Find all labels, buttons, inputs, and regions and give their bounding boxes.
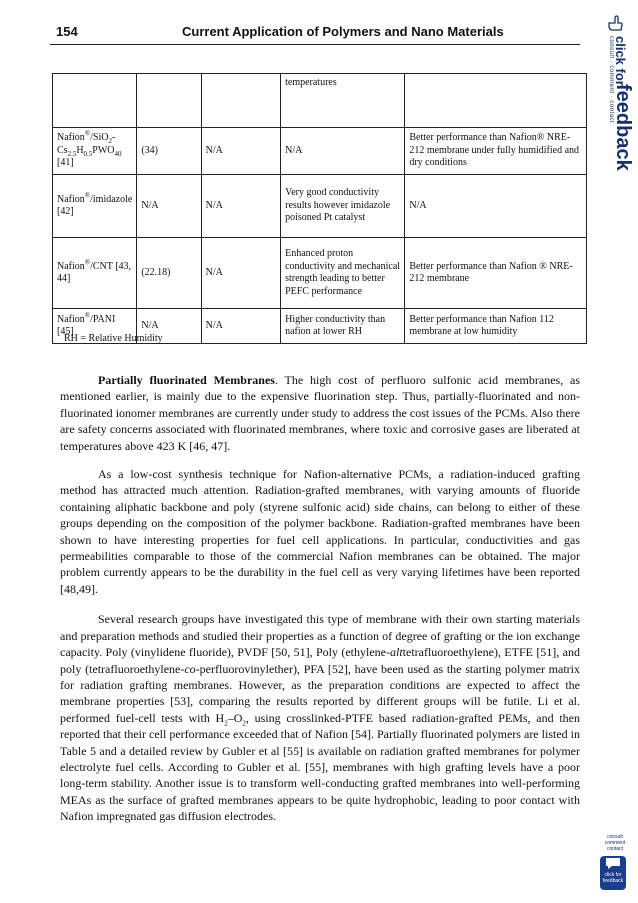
pointing-hand-icon[interactable]: [606, 14, 624, 32]
table-footnote: RH = Relative Humidity: [64, 333, 163, 344]
consult-label: consult · comment · contact: [608, 36, 614, 124]
body-text: [60, 372, 580, 839]
running-title: Current Application of Polymers and Nano Materials: [182, 24, 504, 39]
table-cell: temperatures: [281, 74, 405, 128]
table-cell: Better performance than Nafion 112 membrane at low humidity: [405, 309, 587, 344]
table-cell: N/A: [201, 238, 281, 309]
table-cell: N/A: [137, 309, 201, 344]
table-cell: [405, 74, 587, 128]
table-cell: (22.18): [137, 238, 201, 309]
table-cell: Nafion®/imidazole [42]: [53, 175, 137, 238]
table-cell: N/A: [137, 175, 201, 238]
comparison-table: [52, 73, 587, 344]
page-number: 154: [56, 24, 78, 39]
table-cell: Nafion®/CNT [43, 44]: [53, 238, 137, 309]
table-cell: N/A: [281, 128, 405, 175]
mini-feedback-caption: consult comment contact: [604, 834, 626, 852]
paragraph: Partially fluorinated Membranes. The high cost of perfluoro sulfonic acid membranes, as mentioned earlier, is mainly due to the expensive fluorination step. Thus, partially-fluorinated and non-fluorinated ionomer membranes are currently under study to address the cost issues of the PCMs. Also there are safety concerns associated with fluorinated membranes, where toxic and corrosive gases are liberated at temperatures above 423 K [46, 47].: [60, 373, 581, 453]
table-cell: [53, 74, 137, 128]
chat-bubble-icon: [604, 856, 622, 870]
table-row: [53, 74, 587, 128]
table-cell: N/A: [201, 175, 281, 238]
table-cell: Better performance than Nafion® NRE-212 membrane under fully humidified and dry conditions: [405, 128, 587, 175]
table-cell: Nafion®/PANI [45]: [53, 309, 137, 344]
feedback-badge-button[interactable]: [600, 856, 626, 890]
paragraph: As a low-cost synthesis technique for Nafion-alternative PCMs, a radiation-induced grafting method has attracted much attention. Radiation-grafted membranes, with varying amounts of fluoride containing aliphatic backbone and poly (styrene sulfonic acid) side chains, can belong to either of these groups depending on the composition of the polymer backbone. Radiation-grafted membranes have been shown to have interesting properties for fuel cell applications. In particular, conductivities and gas permeabilities comparable to those of the commercial Nafion membranes can be obtained. The major problem currently appears to be the durability in the fuel cell as very varying lifetimes have been reported [48,49].: [60, 467, 580, 596]
paragraph: Several research groups have investigated this type of membrane with their own starting materials and preparation methods and studied their properties as a function of degree of grafting or the ion exchange capacity. Poly (vinylidene fluoride), PVDF [50, 51], Poly (ethylene-alttetrafluoroethylene), ETFE [51], and poly (tetrafluoroethylene-co-perfluorovinylether), PFA [52], have been used as the starting polymer matrix for radiation grafting membranes. However, as the preparation conditions are expected to affect the membrane properties [53], comparing the results reported by different groups will be futile. Li et al. performed fuel-cell tests with $H_2-O_2$, using crosslinked-PTFE based radiation-grafted PEMs, and then reported that their cell performance exceeded that of Nafion [54]. Partially fluorinated polymers are listed in Table 5 and a detailed review by Gubler et al [55] is available on radiation grafted membranes for polymer electrolyte fuel cells. According to Gubler et al. [55], membranes with high grafting levels have a poor long-term stability. Another issue is to transform well-conducting grafted membranes into well-performing MEAs as the surface of grafted membranes appears to be quite hydrophobic, leading to poor contact with Nafion impregnated gas diffusion electrodes.: [60, 612, 580, 824]
badge-label: click for feedback: [602, 872, 624, 884]
page-header: [50, 22, 580, 45]
feedback-label: feedback: [612, 84, 634, 171]
table-cell: Very good conductivity results however imidazole poisoned Pt catalyst: [281, 175, 405, 238]
table-cell: Higher conductivity than nafion at lower RH: [281, 309, 405, 344]
click-for-label: click for: [613, 36, 628, 86]
table-cell: [201, 74, 281, 128]
table-cell: N/A: [405, 175, 587, 238]
table-cell: $Nafion®/SiO_2-Cs_{2.5}H_{0.5}PWO_{40}$ [41]: [53, 128, 137, 175]
table-row: [53, 238, 587, 309]
table-row: [53, 175, 587, 238]
table-cell: (34): [137, 128, 201, 175]
table-cell: Enhanced proton conductivity and mechanical strength leading to better PEFC performance: [281, 238, 405, 309]
section-heading: Partially fluorinated Membranes: [98, 373, 275, 387]
table-cell: N/A: [201, 309, 281, 344]
table-cell: [137, 74, 201, 128]
feedback-tab[interactable]: [598, 36, 634, 192]
table-cell: Better performance than Nafion ® NRE-212 membrane: [405, 238, 587, 309]
table-row: [53, 128, 587, 175]
table-cell: N/A: [201, 128, 281, 175]
